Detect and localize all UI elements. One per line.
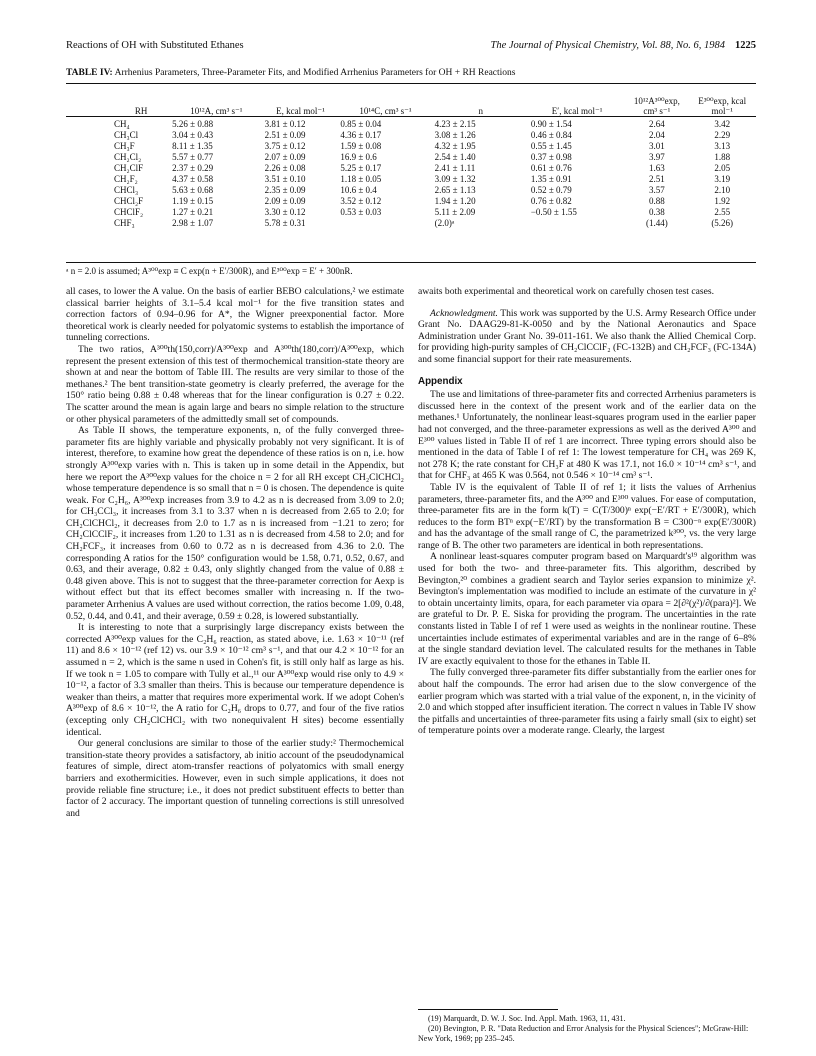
paragraph: The two ratios, A³⁰⁰th(150,corr)/A³⁰⁰exp and A³⁰⁰th(180,corr)/A³⁰⁰exp, which represent the present extension of this test of thermochemical transition-state theory are shown at and near the bottom of Table III. The results are very similar to those of the methanes.² The bent transition-state geometry is clearly preferred, the average for the 150° ratio being 0.88 ± 0.48 whereas that for the linear configuration is 0.27 ± 0.22. The scatter around the mean is again large and bears no simple relation to the structure or other physical parameters of the admittedly small set of compounds.	[66, 343, 404, 425]
column-header: E′, kcal mol⁻¹	[551, 106, 603, 116]
table-row	[66, 185, 756, 196]
table-cell: 1.92	[714, 196, 731, 206]
paragraph: It is interesting to note that a surprisingly large discrepancy exists between the corrected A³⁰⁰exp values for the C₂H₆ reaction, as stated above, i.e. 1.63 × 10⁻¹¹ (ref 11) and 8.6 × 10⁻¹² (ref 12) vs. our 3.9 × 10⁻¹² cm³ s⁻¹, and that our 4.2 × 10⁻¹² for an assumed n = 2, which is the same n used in Cohen's fit, is still only half as large as his. If we took n = 1.05 to compare with Tully et al.,¹¹ our A³⁰⁰exp would rise only to 4.9 × 10⁻¹², a factor of 3.3 smaller than theirs. This is because our temperature dependence is weaker than theirs, a matter that requires more experimental work. If we adopt Cohen's A³⁰⁰exp of 8.6 × 10⁻¹², the A ratio for C₂H₆ drops to 0.77, and four of the five ratios (excepting only CH₂ClCHCl₂ with two nonequivalent H sites) become essentially identical.	[66, 622, 404, 738]
compound-cell: CHCl₃	[114, 185, 139, 195]
table-body	[66, 116, 756, 229]
table-cell: 3.01	[649, 141, 665, 151]
table-cell: 2.05	[714, 163, 731, 173]
acknowledgment	[418, 308, 756, 366]
column-header: n	[478, 106, 483, 116]
paragraph: Our general conclusions are similar to those of the earlier study:² Thermochemical transition-state theory provides a satisfactory, ab initio account of the pseudodynamical features of simple, direct atom-transfer reactions of polyatomics with small energy barriers and exothermicities. However, even in such simple applications, it does not provide reliable fine structure; i.e., it does not predict substituent effects to better than factor of 2 accuracy. The important question of tunneling corrections is still unresolved and	[66, 738, 404, 819]
table-cell: 3.97	[649, 152, 665, 162]
table-cell: 3.09 ± 1.32	[434, 174, 476, 184]
table-cell: 4.23 ± 2.15	[434, 119, 476, 129]
column-header: E, kcal mol⁻¹	[276, 106, 325, 116]
arrhenius-table	[66, 88, 756, 229]
table-cell: 1.19 ± 0.15	[172, 196, 214, 206]
paragraph: all cases, to lower the A value. On the basis of earlier BEBO calculations,² we estimate classical barrier heights of 3.1–5.4 kcal mol⁻¹ for the five transition states and correction factors of 0.94–0.96 for A*, the Wigner preexponential factor. More theoretical work is clearly needed for polyatomic systems to establish the importance of tunneling corrections.	[66, 286, 404, 344]
compound-cell: CH₂Cl₂	[114, 152, 142, 162]
table-cell: 3.81 ± 0.12	[264, 119, 306, 129]
table-row	[66, 141, 756, 152]
table-cell: 3.42	[714, 119, 731, 129]
table-cell: 2.10	[714, 185, 731, 195]
table-cell: 2.41 ± 1.11	[434, 163, 476, 173]
table-cell: 0.85 ± 0.04	[340, 119, 382, 129]
table-cell: 3.75 ± 0.12	[264, 141, 306, 151]
compound-cell: CH₃F	[114, 141, 135, 151]
table-header-row	[66, 88, 756, 116]
table-cell: 0.90 ± 1.54	[530, 119, 572, 129]
table-cell: 2.37 ± 0.29	[172, 163, 214, 173]
table-cell: 3.04 ± 0.43	[172, 130, 214, 140]
table-cell: 2.54 ± 1.40	[434, 152, 476, 162]
table-row	[66, 218, 756, 229]
table-cell: 2.51	[649, 174, 665, 184]
table-cell: 4.37 ± 0.58	[172, 174, 214, 184]
table-label: TABLE IV:	[66, 68, 113, 78]
header-article-title: Reactions of OH with Substituted Ethanes	[66, 40, 244, 51]
acknowledgment-label: Acknowledgment.	[430, 307, 498, 319]
table-cell: 2.07 ± 0.09	[264, 152, 306, 162]
acknowledgment-text: This work was supported by the U.S. Army Research Office under Grant No. DAAG29-81-K-0050 and by the National Aeronautics and Space Administration under Grant No. 39-011-161. We also thank the Allied Chemical Corp. for providing high-purity samples of CH₂ClCClF₂ (FC-132B) and CH₂FCF₃ (FC-134A) and some financial support for their rate measurements.	[418, 307, 756, 365]
table-cell: 2.64	[649, 119, 665, 129]
footnote: (19) Marquardt, D. W. J. Soc. Ind. Appl. Math. 1963, 11, 431.	[428, 1014, 626, 1023]
footnote: (20) Bevington, P. R. "Data Reduction and Error Analysis for the Physical Sciences"; McGraw-Hill: New York, 1969; pp 235–245.	[418, 1024, 749, 1043]
table-bottom-rule	[66, 262, 756, 263]
paragraph: awaits both experimental and theoretical work on carefully chosen test cases.	[418, 286, 714, 297]
table-cell: −0.50 ± 1.55	[530, 207, 577, 217]
table-cell: 0.53 ± 0.03	[340, 207, 382, 217]
table-row	[66, 163, 756, 174]
table-cell: 2.26 ± 0.08	[264, 163, 306, 173]
table-cell: 0.38	[649, 207, 665, 217]
table-cell: 3.08 ± 1.26	[434, 130, 476, 140]
table-cell: 2.04	[649, 130, 665, 140]
compound-cell: CHCl₂F	[114, 196, 144, 206]
table-cell	[529, 218, 626, 229]
table-cell: 5.11 ± 2.09	[434, 207, 476, 217]
compound-cell: CHF₃	[114, 218, 135, 228]
table-cell	[338, 218, 432, 229]
table-cell: 3.57	[649, 185, 665, 195]
table-cell: 4.36 ± 0.17	[340, 130, 382, 140]
table-cell: (2.0)ᵃ	[434, 218, 455, 228]
table-cell: (1.44)	[646, 218, 668, 228]
table-cell: 1.27 ± 0.21	[172, 207, 214, 217]
compound-cell: CHClF₂	[114, 207, 144, 217]
table-cell: 0.55 ± 1.45	[530, 141, 572, 151]
table-cell: 0.46 ± 0.84	[530, 130, 572, 140]
table-cell: (5.26)	[711, 218, 734, 228]
table-row	[66, 196, 756, 207]
table-row	[66, 207, 756, 218]
table-cell: 1.18 ± 0.05	[340, 174, 382, 184]
footnotes	[418, 1014, 756, 1044]
column-header: 10¹²A³⁰⁰exp, cm³ s⁻¹	[633, 96, 680, 116]
table-row	[66, 152, 756, 163]
table-cell: 16.9 ± 0.6	[340, 152, 377, 162]
table-cell: 5.63 ± 0.68	[172, 185, 214, 195]
table-row	[66, 130, 756, 141]
table-cell: 3.13	[714, 141, 731, 151]
right-column	[418, 286, 756, 1030]
table-cell: 3.19	[714, 174, 731, 184]
table-cell: 0.61 ± 0.76	[530, 163, 572, 173]
table-row	[66, 174, 756, 185]
table-cell: 1.63	[649, 163, 665, 173]
table-cell: 3.51 ± 0.10	[264, 174, 306, 184]
column-header: RH	[134, 106, 148, 116]
table-cell: 2.51 ± 0.09	[264, 130, 306, 140]
page-number: 1225	[735, 40, 756, 51]
table-cell: 2.35 ± 0.09	[264, 185, 306, 195]
table-cell: 5.25 ± 0.17	[340, 163, 382, 173]
paragraph: The fully converged three-parameter fits differ substantially from the earlier ones for about half the compounds. The error had arisen due to the slow convergence of the earlier program which was started with a trial value of the exponent, n, in the vicinity of 2.0 and which stopped after insufficient iteration. The correct n values in Table IV show the pitfalls and uncertainties of three-parameter fits using a fairly small (six to eight) set of temperature points over a moderate range. Clearly, the largest	[418, 667, 756, 737]
table-cell: 1.35 ± 0.91	[530, 174, 572, 184]
table-cell: 5.78 ± 0.31	[264, 218, 306, 228]
column-header: E³⁰⁰exp, kcal mol⁻¹	[698, 96, 747, 116]
compound-cell: CH₂F₂	[114, 174, 138, 184]
table-cell: 8.11 ± 1.35	[172, 141, 213, 151]
table-row	[66, 116, 756, 130]
column-header: 10¹²A, cm³ s⁻¹	[190, 106, 243, 116]
header-journal-name: The Journal of Physical Chemistry, Vol. 88, No. 6, 1984	[490, 40, 725, 51]
table-cell: 3.52 ± 0.12	[340, 196, 382, 206]
table-cell: 0.37 ± 0.98	[530, 152, 572, 162]
column-header: 10¹⁴C, cm³ s⁻¹	[359, 106, 412, 116]
table-cell: 5.26 ± 0.88	[172, 119, 214, 129]
table-caption	[66, 68, 516, 78]
table-cell: 1.94 ± 1.20	[434, 196, 476, 206]
compound-cell: CH₃Cl	[114, 130, 139, 140]
table-cell: 0.88	[649, 196, 665, 206]
table-cell: 2.65 ± 1.13	[434, 185, 476, 195]
table-cell: 2.09 ± 0.09	[264, 196, 306, 206]
table-cell: 5.57 ± 0.77	[172, 152, 214, 162]
table-caption-text: Arrhenius Parameters, Three-Parameter Fits, and Modified Arrhenius Parameters for OH + RH Reactions	[114, 68, 516, 78]
paragraph: As Table II shows, the temperature exponents, n, of the fully converged three-parameter fits are highly variable and physically probably not very significant. It is of interest, therefore, to examine how great the dependence of these ratios is on n, i.e. how strongly A³⁰⁰exp varies with n. This is taken up in some detail in the Appendix, but here we report the A³⁰⁰exp values for the choice n = 2 for all RH except CH₂ClCHCl₂ whose temperature dependence is so small that n = 0 is chosen. The dependence is quite weak. For C₂H₆, A³⁰⁰exp increases from 3.9 to 4.2 as n is decreased from 3.09 to 2.0; for CH₃CCl₃, it increases from 3.1 to 3.37 when n is decreased from 2.65 to 2.0; for CH₂ClCHCl₂, it decreases from 2.0 to 1.7 as n is increased from −1.21 to zero; for CH₂ClCClF₂, it increases from 1.20 to 1.31 as n is decreased from 4.58 to 2.0; and for CH₂FCF₃, it increases from 0.60 to 0.72 as n is decreased from 4.36 to 2.0. The corresponding A ratios for the 150° configuration would be 1.58, 0.71, 0.52, 0.67, and 0.63, and their average, 0.82 ± 0.43, only slightly changed from the value of 0.88 ± 0.48 given above. This is not to suggest that the three-parameter correction for Aexp is without effect but that its effect becomes smaller with increasing n. If the two-parameter Arrhenius A values are used without correction, the ratios become 1.09, 0.48, 0.52, 0.44, and 0.41, and their average, 0.59 ± 0.28, is lowered substantially.	[66, 425, 404, 622]
table-cell: 3.30 ± 0.12	[264, 207, 306, 217]
table-cell: 0.52 ± 0.79	[530, 185, 572, 195]
table-cell: 2.98 ± 1.07	[172, 218, 214, 228]
table-cell: 10.6 ± 0.4	[340, 185, 377, 195]
paragraph: The use and limitations of three-parameter fits and corrected Arrhenius parameters is discussed here in the context of the present work and of the earlier data on the methanes.¹ Unfortunately, the nonlinear least-squares program used in the earlier paper had not converged, and the three-parameter expressions as well as the derived A³⁰⁰ and E³⁰⁰ values listed in Table II of ref 1 are incorrect. Three typing errors should also be mentioned in the data of Table I of ref 1: The lowest temperature for CH₄ was 269 K, not 278 K; the rate constant for CH₃F at 480 K was 17.1, not 16.0 × 10⁻¹⁴ cm³ s⁻¹, and that for CHF₃ at 465 K was 0.564, not 0.546 × 10⁻¹⁴ cm³ s⁻¹.	[418, 389, 756, 482]
left-column	[66, 286, 404, 1034]
table-cell: 1.59 ± 0.08	[340, 141, 382, 151]
table-top-rule	[66, 83, 756, 84]
footnote-rule	[418, 1009, 558, 1010]
header-journal	[491, 40, 757, 51]
compound-cell: CH₂ClF	[114, 163, 144, 173]
compound-cell: CH₄	[114, 119, 130, 129]
table-cell: 4.32 ± 1.95	[434, 141, 476, 151]
table-cell: 2.55	[714, 207, 731, 217]
table-footnote: ᵃ n = 2.0 is assumed; A³⁰⁰exp ≡ C exp(n + E′/300R), and E³⁰⁰exp = E′ + 300nR.	[66, 266, 353, 276]
paragraph: A nonlinear least-squares computer program based on Marquardt's¹⁹ algorithm was used for both the two- and three-parameter fits. This algorithm, described by Bevington,²⁰ combines a gradient search and Taylor series expansion to minimize χ². Bevington's implementation was modified to include an estimate of the curvature in χ² to obtain uncertainty limits, σpara, for each parameter via σpara = 2[∂²(χ²)/∂(para)²]. We are grateful to Dr. P. E. Siska for providing the program. The uncertainties in the rate constants listed in Table I of ref 1 were used as weights in the nonlinear routine. These uncertainties include estimates of experimental variables and are in the range of 6–8% at the single standard deviation level. The calculated results for the methanes in Table IV are exactly equivalent to those for the ethanes in Table II.	[418, 551, 756, 667]
table-cell: 2.29	[714, 130, 731, 140]
paragraph: Table IV is the equivalent of Table II of ref 1; it lists the values of Arrhenius parameters, three-parameter fits, and the A³⁰⁰ and E³⁰⁰ values. For ease of computation, three-parameter fits are in the form k(T) = C(T/300)ⁿ exp(−E′/RT + E′/300R), which reduces to the form BTⁿ exp(−E′/RT) by the transformation B = C300⁻ⁿ exp(E′/300R) and has the advantage of the small range of C, the parametrized k³⁰⁰, vs. the very large range of B. The other two parameters are identical in both representations.	[418, 481, 756, 551]
table-cell: 0.76 ± 0.82	[530, 196, 572, 206]
appendix-heading: Appendix	[418, 375, 463, 387]
table-cell: 1.88	[714, 152, 731, 162]
